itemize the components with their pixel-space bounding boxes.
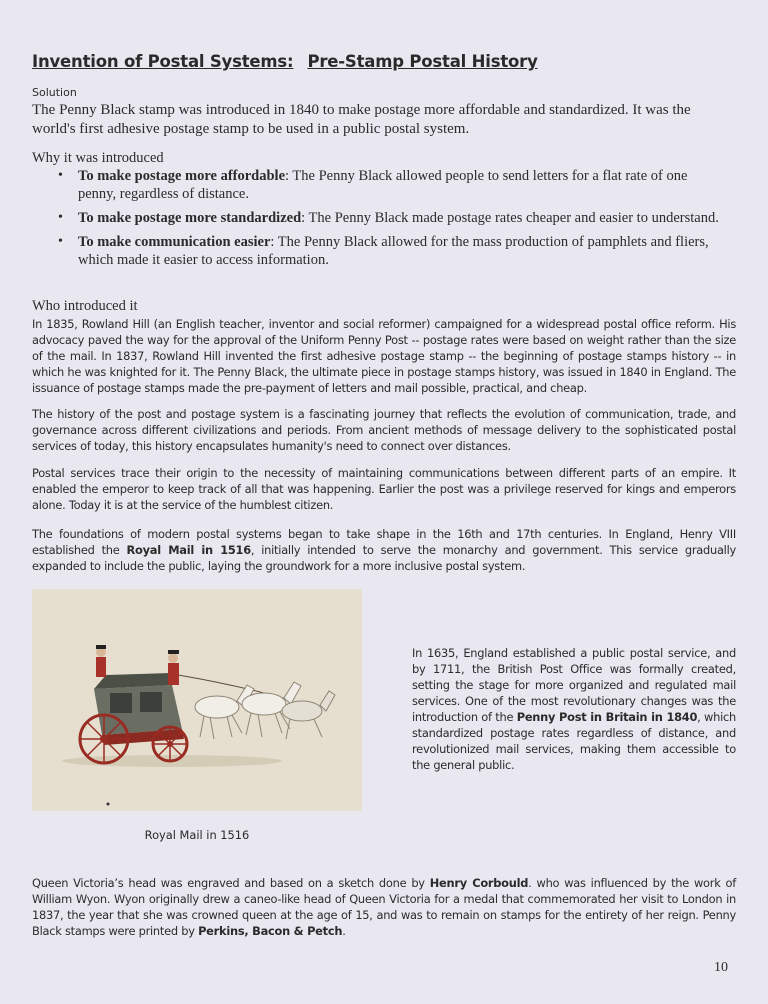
reason-heading: To make postage more affordable <box>78 168 286 184</box>
paragraph-penny-post <box>412 645 736 773</box>
reason-text: : The Penny Black made postage rates cheaper and easier to understand. <box>301 210 719 226</box>
paragraph-history: The history of the post and postage system is a fascinating journey that reflects the evolution of communication, trade, and governance across different civilizations and periods. From ancient methods of message delivery to the sophisticated postal services of today, this history encapsulates humanity's need to connect over distances. <box>32 407 736 453</box>
title-part-1: Invention of Postal Systems: <box>32 52 294 71</box>
text-span: In 1635, England established a public postal service, and by 1711, the British Post Office was formally created, setting the stage for more organized and regulated mail services. One of the most revolutionary changes was the introduction of the <box>412 646 736 724</box>
text-span: , initially intended to serve the monarchy and government. This service gradually expanded to include the public, laying the groundwork for a more inclusive postal system. <box>32 543 737 573</box>
mail-coach-illustration <box>32 589 362 811</box>
bold-span: Royal Mail in 1516 <box>126 543 251 557</box>
reason-item <box>56 233 726 269</box>
reason-text: : The Penny Black allowed people to send letters for a flat rate of one penny, regardless of distance. <box>78 168 688 202</box>
reason-heading: To make postage more standardized <box>78 210 302 226</box>
bold-span: Henry Corbould <box>429 876 529 890</box>
page-title <box>32 52 538 71</box>
text-span: The foundations of modern postal systems began to take shape in the 16th and 17th centuries. In England, Henry VIII established the <box>32 527 736 557</box>
text-span: . <box>342 924 346 938</box>
reason-heading: To make communication easier <box>78 234 271 250</box>
solution-label: Solution <box>32 86 77 99</box>
reasons-list <box>56 167 726 275</box>
solution-paragraph: The Penny Black stamp was introduced in 1840 to make postage more affordable and standardized. It was the world's first adhesive postage stamp to be used in a public postal system. <box>32 102 691 137</box>
why-label: Why it was introduced <box>32 150 164 166</box>
bold-span: Penny Post in Britain in 1840 <box>516 710 698 724</box>
paragraph-rowland-hill: In 1835, Rowland Hill (an English teacher, inventor and social reformer) campaigned for a widespread postal office reform. His advocacy paved the way for the approval of the Uniform Penny Post -- postage rates were based on weight rather than the size of the mail. In 1837, Rowland Hill invented the first adhesive postage stamp -- the beginning of postage stamps history -- in which he was knighted for it. The Penny Black, the ultimate piece in postage stamps history, was issued in 1840 in England. The issuance of postage stamps made the pre-payment of letters and mail possible, practical, and cheap. <box>32 317 736 395</box>
paragraph-origin: Postal services trace their origin to the necessity of maintaining communications between different parts of an empire. It enabled the emperor to keep track of all that was happening. Earlier the post was a privilege reserved for kings and emperors alone. Today it is at the service of the humblest citizen. <box>32 466 736 512</box>
page-number: 10 <box>714 960 728 975</box>
reason-item <box>56 167 726 203</box>
reason-item <box>56 209 726 227</box>
text-span: Queen Victoria’s head was engraved and based on a sketch done by <box>32 876 430 890</box>
paragraph-foundations <box>32 526 736 574</box>
figure-caption: Royal Mail in 1516 <box>144 828 250 842</box>
who-label: Who introduced it <box>32 298 138 314</box>
text-span: , which standardized postage rates regardless of distance, and revolutionized mail services, making them accessible to the general public. <box>412 710 736 772</box>
text-span: . who was influenced by the work of William Wyon. Wyon originally drew a caneo-like head of Queen Victoria for a medal that commemorated her visit to London in 1837, the year that she was crowned queen at the age of 15, and was to remain on stamps for the entirety of her reign. Penny Black stamps were printed by <box>32 876 736 938</box>
bold-span: Perkins, Bacon & Petch <box>198 924 343 938</box>
reason-text: : The Penny Black allowed for the mass production of pamphlets and fliers, which made it easier to access information. <box>78 234 709 268</box>
paragraph-queen-victoria <box>32 875 736 939</box>
title-part-2: Pre-Stamp Postal History <box>307 52 538 71</box>
